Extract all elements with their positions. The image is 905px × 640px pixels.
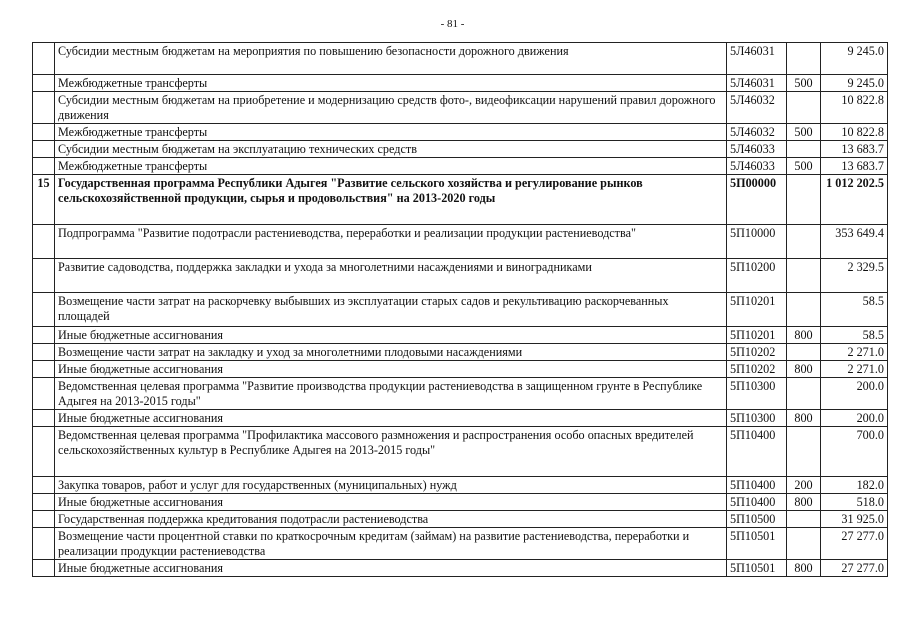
row-name: Межбюджетные трансферты: [55, 158, 727, 175]
row-sum: 182.0: [821, 477, 888, 494]
table-row: [33, 511, 888, 528]
row-number: [33, 528, 55, 560]
row-number: [33, 378, 55, 410]
row-number: [33, 344, 55, 361]
row-number: [33, 141, 55, 158]
row-code: 5Л46032: [727, 92, 787, 124]
row-expense-type: [787, 43, 821, 75]
table-row: [33, 141, 888, 158]
row-code: 5П10000: [727, 225, 787, 259]
row-number: [33, 225, 55, 259]
row-expense-type: 500: [787, 75, 821, 92]
table-row: [33, 344, 888, 361]
row-name: Возмещение части процентной ставки по краткосрочным кредитам (займам) на развитие растениеводства, переработки и реализации продукции растениеводства: [55, 528, 727, 560]
row-sum: 10 822.8: [821, 124, 888, 141]
row-expense-type: [787, 511, 821, 528]
row-code: 5Л46032: [727, 124, 787, 141]
table-row: [33, 477, 888, 494]
row-number: [33, 410, 55, 427]
row-number: [33, 560, 55, 577]
row-code: 5П10501: [727, 528, 787, 560]
row-sum: 700.0: [821, 427, 888, 477]
row-expense-type: [787, 427, 821, 477]
row-name: Иные бюджетные ассигнования: [55, 560, 727, 577]
table-row: [33, 92, 888, 124]
row-number: [33, 43, 55, 75]
row-sum: 9 245.0: [821, 43, 888, 75]
row-expense-type: [787, 528, 821, 560]
row-name: Субсидии местным бюджетам на эксплуатацию технических средств: [55, 141, 727, 158]
row-sum: 200.0: [821, 378, 888, 410]
row-name: Межбюджетные трансферты: [55, 75, 727, 92]
row-code: 5П10400: [727, 477, 787, 494]
table-row: [33, 410, 888, 427]
row-name: Межбюджетные трансферты: [55, 124, 727, 141]
row-expense-type: [787, 141, 821, 158]
row-code: 5П10201: [727, 293, 787, 327]
row-code: 5П10300: [727, 410, 787, 427]
row-number: [33, 92, 55, 124]
page-number: - 81 -: [440, 18, 465, 30]
row-code: 5П10300: [727, 378, 787, 410]
row-expense-type: [787, 225, 821, 259]
row-code: 5П10400: [727, 494, 787, 511]
row-number: [33, 327, 55, 344]
row-sum: 200.0: [821, 410, 888, 427]
row-sum: 13 683.7: [821, 158, 888, 175]
row-number: [33, 259, 55, 293]
row-expense-type: 500: [787, 158, 821, 175]
row-sum: 518.0: [821, 494, 888, 511]
row-sum: 13 683.7: [821, 141, 888, 158]
row-code: 5П10202: [727, 361, 787, 378]
row-expense-type: 800: [787, 494, 821, 511]
table-row: [33, 225, 888, 259]
row-expense-type: [787, 344, 821, 361]
row-expense-type: [787, 175, 821, 225]
row-name: Субсидии местным бюджетам на мероприятия по повышению безопасности дорожного движения: [55, 43, 727, 75]
table-row: [33, 427, 888, 477]
row-number: [33, 158, 55, 175]
row-code: 5Л46031: [727, 75, 787, 92]
row-name: Иные бюджетные ассигнования: [55, 410, 727, 427]
row-expense-type: 500: [787, 124, 821, 141]
row-sum: 27 277.0: [821, 528, 888, 560]
row-sum: 353 649.4: [821, 225, 888, 259]
row-name: Возмещение части затрат на раскорчевку выбывших из эксплуатации старых садов и рекультивацию раскорчеванных площадей: [55, 293, 727, 327]
row-name: Ведомственная целевая программа "Профилактика массового размножения и распространения особо опасных вредителей сельскохозяйственных культур в Республике Адыгея на 2013-2015 годы": [55, 427, 727, 477]
row-expense-type: 200: [787, 477, 821, 494]
table-row: [33, 75, 888, 92]
row-name: Субсидии местным бюджетам на приобретение и модернизацию средств фото-, видеофиксации нарушений правил дорожного движения: [55, 92, 727, 124]
row-expense-type: [787, 378, 821, 410]
row-number: [33, 124, 55, 141]
row-name: Подпрограмма "Развитие подотрасли растениеводства, переработки и реализации продукции растениеводства": [55, 225, 727, 259]
table-row-program: [33, 175, 888, 225]
row-sum: 1 012 202.5: [821, 175, 888, 225]
row-sum: 10 822.8: [821, 92, 888, 124]
row-number: [33, 293, 55, 327]
row-expense-type: [787, 92, 821, 124]
table-row: [33, 43, 888, 75]
row-name: Возмещение части затрат на закладку и уход за многолетними плодовыми насаждениями: [55, 344, 727, 361]
row-code: 5П10500: [727, 511, 787, 528]
row-expense-type: [787, 293, 821, 327]
table-row: [33, 560, 888, 577]
row-name: Развитие садоводства, поддержка закладки и ухода за многолетними насаждениями и виноградниками: [55, 259, 727, 293]
table-row: [33, 528, 888, 560]
row-name: Иные бюджетные ассигнования: [55, 494, 727, 511]
row-number: [33, 477, 55, 494]
table-row: [33, 378, 888, 410]
row-name: Закупка товаров, работ и услуг для государственных (муниципальных) нужд: [55, 477, 727, 494]
row-name: Ведомственная целевая программа "Развитие производства продукции растениеводства в защищенном грунте в Республике Адыгея на 2013-2015 годы": [55, 378, 727, 410]
row-expense-type: 800: [787, 327, 821, 344]
row-name: Государственная поддержка кредитования подотрасли растениеводства: [55, 511, 727, 528]
table-row: [33, 494, 888, 511]
row-sum: 58.5: [821, 327, 888, 344]
table-row: [33, 124, 888, 141]
row-code: 5П10202: [727, 344, 787, 361]
row-code: 5Л46033: [727, 141, 787, 158]
row-expense-type: [787, 259, 821, 293]
row-sum: 2 271.0: [821, 361, 888, 378]
row-sum: 31 925.0: [821, 511, 888, 528]
row-number: [33, 361, 55, 378]
row-code: 5Л46033: [727, 158, 787, 175]
row-sum: 58.5: [821, 293, 888, 327]
table-row: [33, 293, 888, 327]
table-row: [33, 158, 888, 175]
row-expense-type: 800: [787, 560, 821, 577]
row-sum: 9 245.0: [821, 75, 888, 92]
row-number: [33, 427, 55, 477]
row-code: 5Л46031: [727, 43, 787, 75]
row-sum: 27 277.0: [821, 560, 888, 577]
table-row: [33, 327, 888, 344]
row-code: 5П10501: [727, 560, 787, 577]
row-number: [33, 75, 55, 92]
row-code: 5П10200: [727, 259, 787, 293]
row-number: [33, 494, 55, 511]
row-code: 5П10400: [727, 427, 787, 477]
row-code: 5П10201: [727, 327, 787, 344]
row-expense-type: 800: [787, 361, 821, 378]
row-expense-type: 800: [787, 410, 821, 427]
row-number: 15: [33, 175, 55, 225]
row-name: Иные бюджетные ассигнования: [55, 361, 727, 378]
row-name: Государственная программа Республики Адыгея "Развитие сельского хозяйства и регулирование рынков сельскохозяйственной продукции, сырья и продовольствия" на 2013-2020 годы: [55, 175, 727, 225]
table-row: [33, 259, 888, 293]
row-number: [33, 511, 55, 528]
row-code: 5П00000: [727, 175, 787, 225]
row-name: Иные бюджетные ассигнования: [55, 327, 727, 344]
row-sum: 2 329.5: [821, 259, 888, 293]
budget-table: [32, 42, 888, 577]
row-sum: 2 271.0: [821, 344, 888, 361]
table-row: [33, 361, 888, 378]
